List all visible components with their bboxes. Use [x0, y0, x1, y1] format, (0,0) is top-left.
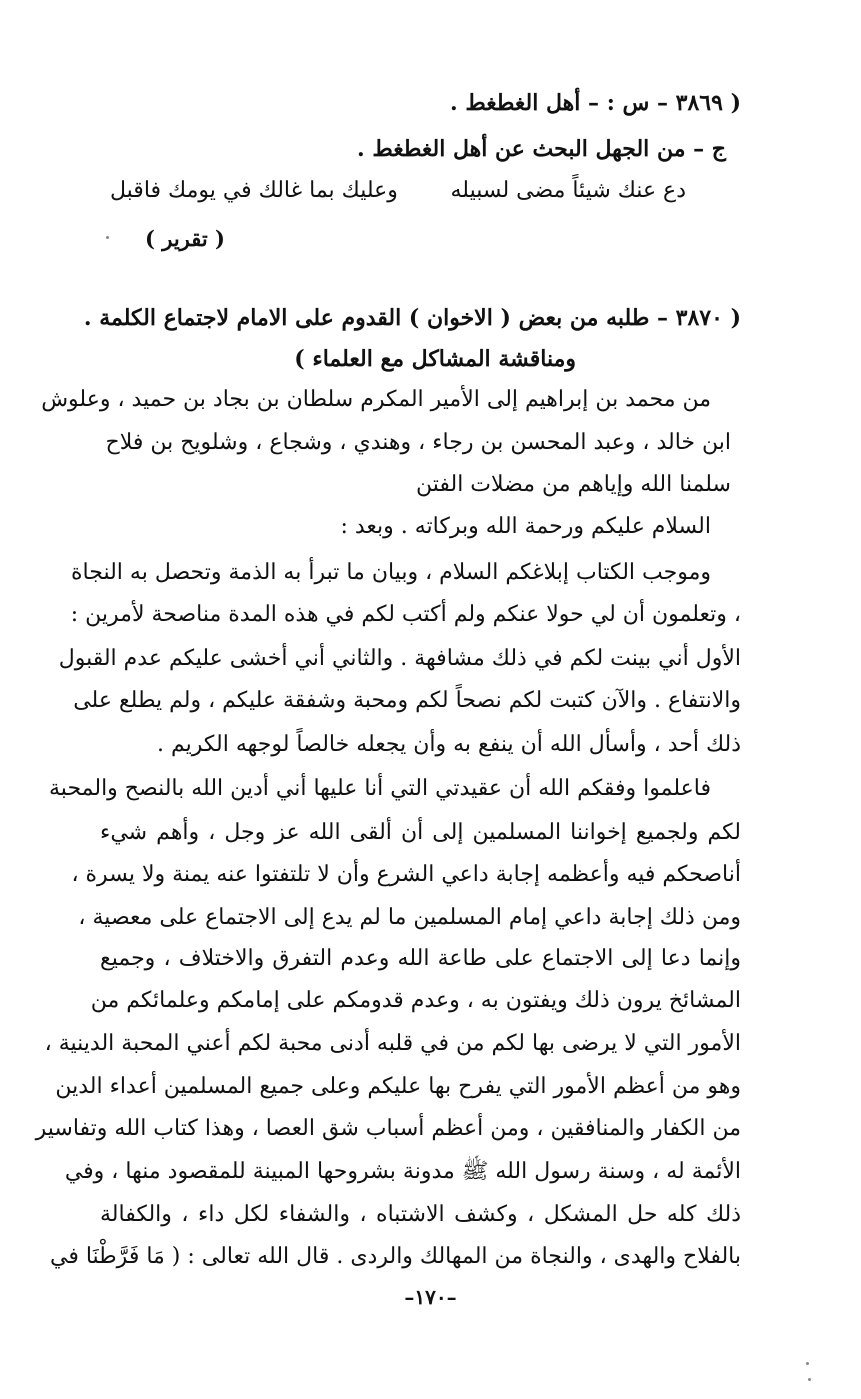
- body-line: ومن ذلك إجابة داعي إمام المسلمين ما لم يدع إلى الاجتماع على معصية ،: [78, 905, 741, 930]
- body-line: وهو من أعظم الأمور التي يفرح بها عليكم وعلى جميع المسلمين أعداء الدين: [55, 1074, 741, 1099]
- body-line: أناصحكم فيه وأعظمه إجابة داعي الشرع وأن لا تلتفتوا عنه يمنة ولا يسرة ،: [71, 862, 741, 887]
- body-line: الأئمة له ، وسنة رسول الله ﷺ مدونة بشروحها المبينة للمقصود منها ، وفي: [64, 1159, 741, 1184]
- source-label: ( تقرير ): [145, 226, 225, 251]
- title-3870-line-1: ( ٣٨٧٠ – طلبه من بعض ( الاخوان ) القدوم على الامام لاجتماع الكلمة .: [83, 305, 741, 331]
- body-line: وموجب الكتاب إبلاغكم السلام ، وبيان ما تبرأ به الذمة وتحصل به النجاة: [71, 560, 711, 585]
- scan-speck: [808, 1378, 811, 1381]
- body-line: لكم ولجميع إخواننا المسلمين إلى أن ألقى الله عز وجل ، وأهم شيء: [100, 820, 741, 845]
- body-line: وإنما دعا إلى الاجتماع على طاعة الله وعدم التفرق والاختلاف ، وجميع: [100, 946, 741, 971]
- body-line: ، وتعلمون أن لي حولا عنكم ولم أكتب لكم في هذه المدة مناصحة لأمرين :: [70, 602, 741, 627]
- body-line: والانتفاع . والآن كتبت لكم نصحاً لكم ومحبة وشفقة عليكم ، ولم يطلع على: [73, 688, 741, 713]
- verse-second-hemistich: وعليك بما غالك في يومك فاقبل: [110, 178, 398, 203]
- scan-speck: [106, 236, 109, 239]
- body-line: الأمور التي لا يرضى بها لكم من في قلبه أدنى محبة لكم أعني المحبة الدينية ،: [44, 1031, 741, 1056]
- page-number: –١٧٠–: [404, 1285, 457, 1309]
- question-3869: ( ٣٨٦٩ – س : – أهل الغطغط .: [450, 90, 741, 116]
- body-line: ذلك أحد ، وأسأل الله أن ينفع به وأن يجعله خالصاً لوجهه الكريم .: [156, 732, 741, 757]
- body-line: السلام عليكم ورحمة الله وبركاته . وبعد :: [340, 514, 711, 539]
- verse-first-hemistich: دع عنك شيئاً مضى لسبيله: [450, 178, 686, 203]
- body-line: بالفلاح والهدى ، والنجاة من المهالك والردى . قال الله تعالى : ( مَا فَرَّطْنَا في: [49, 1244, 741, 1269]
- title-3870-line-2: ومناقشة المشاكل مع العلماء ): [294, 346, 576, 372]
- answer-3869: ج – من الجهل البحث عن أهل الغطغط .: [357, 136, 726, 162]
- scan-speck: [806, 1362, 809, 1365]
- body-line: فاعلموا وفقكم الله أن عقيدتي التي أنا عليها أني أدين الله بالنصح والمحبة: [49, 776, 711, 801]
- body-line: من محمد بن إبراهيم إلى الأمير المكرم سلطان بن بجاد بن حميد ، وعلوش: [41, 387, 711, 412]
- body-line: سلمنا الله وإياهم من مضلات الفتن: [415, 472, 731, 497]
- body-line: الأول أني بينت لكم في ذلك مشافهة . والثاني أني أخشى عليكم عدم القبول: [58, 646, 741, 671]
- body-line: من الكفار والمنافقين ، ومن أعظم أسباب شق العصا ، وهذا كتاب الله وتفاسير: [35, 1116, 741, 1141]
- body-line: ذلك كله حل المشكل ، وكشف الاشتباه ، والشفاء لكل داء ، والكفالة: [100, 1202, 741, 1227]
- body-line: المشائخ يرون ذلك ويفتون به ، وعدم قدومكم على إمامكم وعلمائكم من: [90, 988, 741, 1013]
- body-line: ابن خالد ، وعبد المحسن بن رجاء ، وهندي ، وشجاع ، وشلويح بن فلاح: [105, 430, 731, 455]
